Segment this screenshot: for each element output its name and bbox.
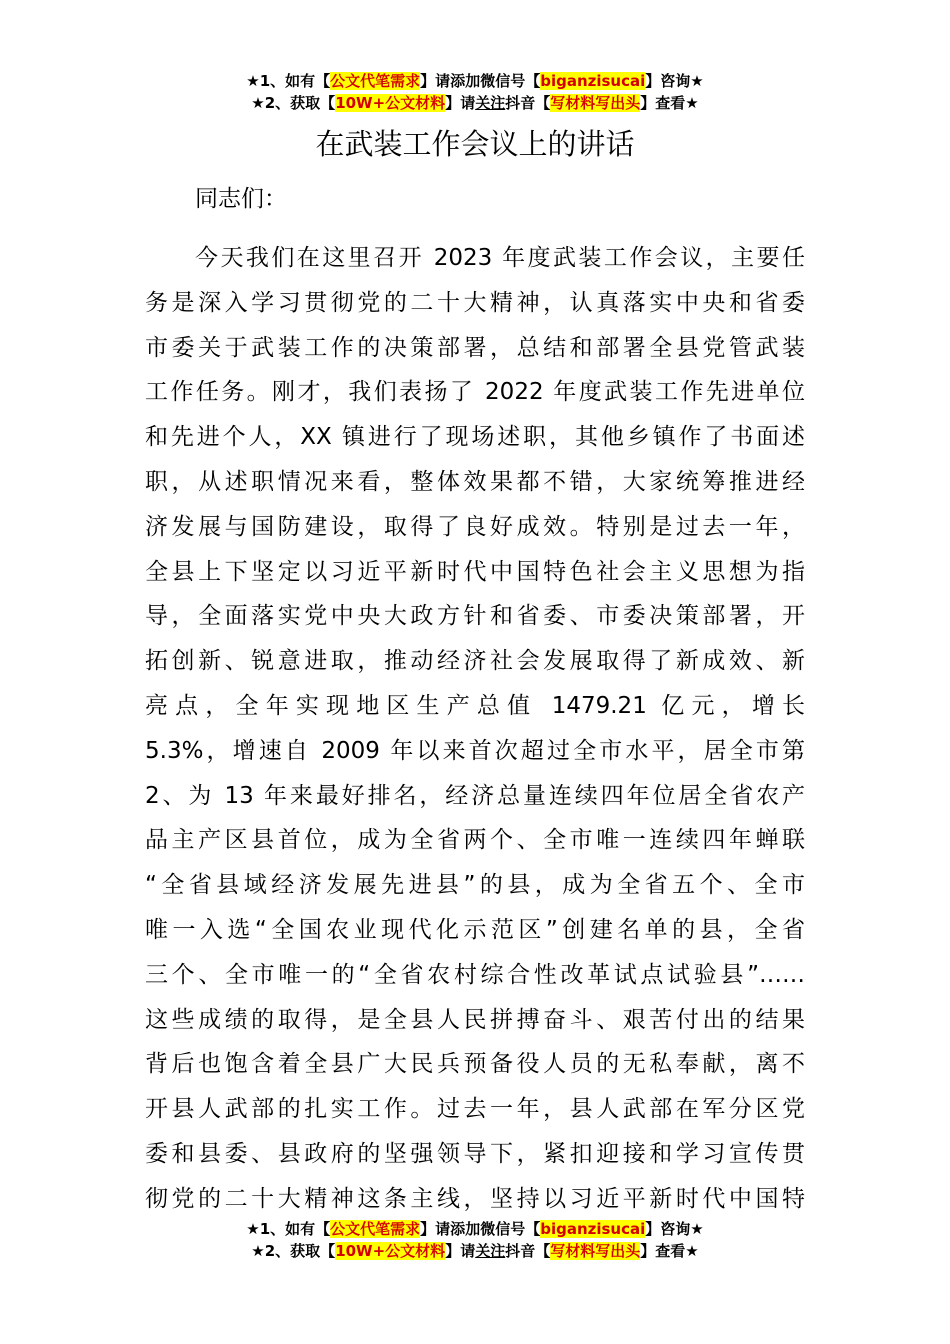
body-line: 2、为 13 年来最好排名，经济总量连续四年位居全省农产 — [145, 782, 805, 809]
promo-highlight-wechat-id: biganzisucai — [540, 1220, 646, 1238]
promo-prefix: ★2、获取【 — [251, 94, 336, 112]
salutation: 同志们： — [195, 186, 287, 212]
body-line: 工作任务。刚才，我们表扬了 2022 年度武装工作先进单位 — [145, 379, 805, 406]
promo-text: 微信号【 — [480, 72, 541, 90]
body-line: 5.3%，增速自 2009 年以来首次超过全市水平，居全市第 — [145, 737, 805, 764]
promo-text-underlined: 关注 — [475, 1242, 506, 1260]
document-body — [145, 236, 805, 1222]
header-promo-line-2 — [0, 92, 950, 114]
promo-highlight-materials: 10W+公文材料 — [335, 94, 446, 112]
body-line: 务是深入学习贯彻党的二十大精神，认真落实中央和省委 — [145, 289, 805, 316]
body-line: 亮点，全年实现地区生产总值 1479.21 亿元，增长 — [145, 692, 805, 719]
promo-highlight-douyin: 写材料写出头 — [550, 1242, 641, 1260]
body-line: 市委关于武装工作的决策部署，总结和部署全县党管武装 — [145, 334, 805, 361]
promo-highlight-service: 公文代笔需求 — [330, 1220, 421, 1238]
body-line: 三个、全市唯一的“全省农村综合性改革试点试验县”…… — [145, 961, 805, 988]
promo-text: 抖音【 — [505, 94, 551, 112]
body-line: 品主产区县首位，成为全省两个、全市唯一连续四年蝉联 — [145, 827, 805, 854]
body-line: 彻党的二十大精神这条主线，坚持以习近平新时代中国特 — [145, 1185, 805, 1212]
header-promo-line-1 — [0, 70, 950, 92]
body-line: 委和县委、县政府的坚强领导下，紧扣迎接和学习宣传贯 — [145, 1140, 805, 1167]
footer-promo-line-2 — [0, 1240, 950, 1262]
footer-promo — [0, 1218, 950, 1262]
promo-text: 】请添 — [420, 72, 466, 90]
promo-text: 】请 — [445, 1242, 476, 1260]
body-line: “全省县域经济发展先进县”的县，成为全省五个、全市 — [145, 872, 805, 899]
body-line: 今天我们在这里召开 2023 年度武装工作会议，主要任 — [195, 245, 805, 271]
promo-prefix: ★1、如有【 — [246, 1220, 331, 1238]
promo-suffix: 】咨询★ — [645, 72, 704, 90]
body-line: 唯一入选“全国农业现代化示范区”创建名单的县，全省 — [145, 916, 805, 943]
header-promo — [0, 70, 950, 114]
promo-text: 】请添 — [420, 1220, 466, 1238]
footer-promo-line-1 — [0, 1218, 950, 1240]
body-line: 全县上下坚定以习近平新时代中国特色社会主义思想为指 — [145, 558, 805, 585]
promo-text: 微信号【 — [480, 1220, 541, 1238]
promo-suffix: 】咨询★ — [645, 1220, 704, 1238]
promo-prefix: ★2、获取【 — [251, 1242, 336, 1260]
promo-highlight-materials: 10W+公文材料 — [335, 1242, 446, 1260]
body-line: 职，从述职情况来看，整体效果都不错，大家统筹推进经 — [145, 468, 805, 495]
body-line: 这些成绩的取得，是全县人民拼搏奋斗、艰苦付出的结果 — [145, 1006, 805, 1033]
body-line: 导，全面落实党中央大政方针和省委、市委决策部署，开 — [145, 603, 805, 630]
promo-suffix: 】查看★ — [640, 1242, 699, 1260]
promo-highlight-service: 公文代笔需求 — [330, 72, 421, 90]
promo-text-underlined: 关注 — [475, 94, 506, 112]
promo-text: 】请 — [445, 94, 476, 112]
promo-text: 抖音【 — [505, 1242, 551, 1260]
body-line: 拓创新、锐意进取，推动经济社会发展取得了新成效、新 — [145, 648, 805, 675]
body-line: 开县人武部的扎实工作。过去一年，县人武部在军分区党 — [145, 1096, 805, 1123]
body-line: 济发展与国防建设，取得了良好成效。特别是过去一年， — [145, 513, 805, 540]
promo-highlight-douyin: 写材料写出头 — [550, 94, 641, 112]
promo-suffix: 】查看★ — [640, 94, 699, 112]
body-line: 和先进个人，XX 镇进行了现场述职，其他乡镇作了书面述 — [145, 424, 805, 451]
promo-highlight-wechat-id: biganzisucai — [540, 72, 646, 90]
promo-text-bold: 加 — [465, 72, 481, 90]
promo-prefix: ★1、如有【 — [246, 72, 331, 90]
promo-text-bold: 加 — [465, 1220, 481, 1238]
document-title: 在武装工作会议上的讲话 — [315, 127, 635, 161]
body-line: 背后也饱含着全县广大民兵预备役人员的无私奉献，离不 — [145, 1051, 805, 1078]
